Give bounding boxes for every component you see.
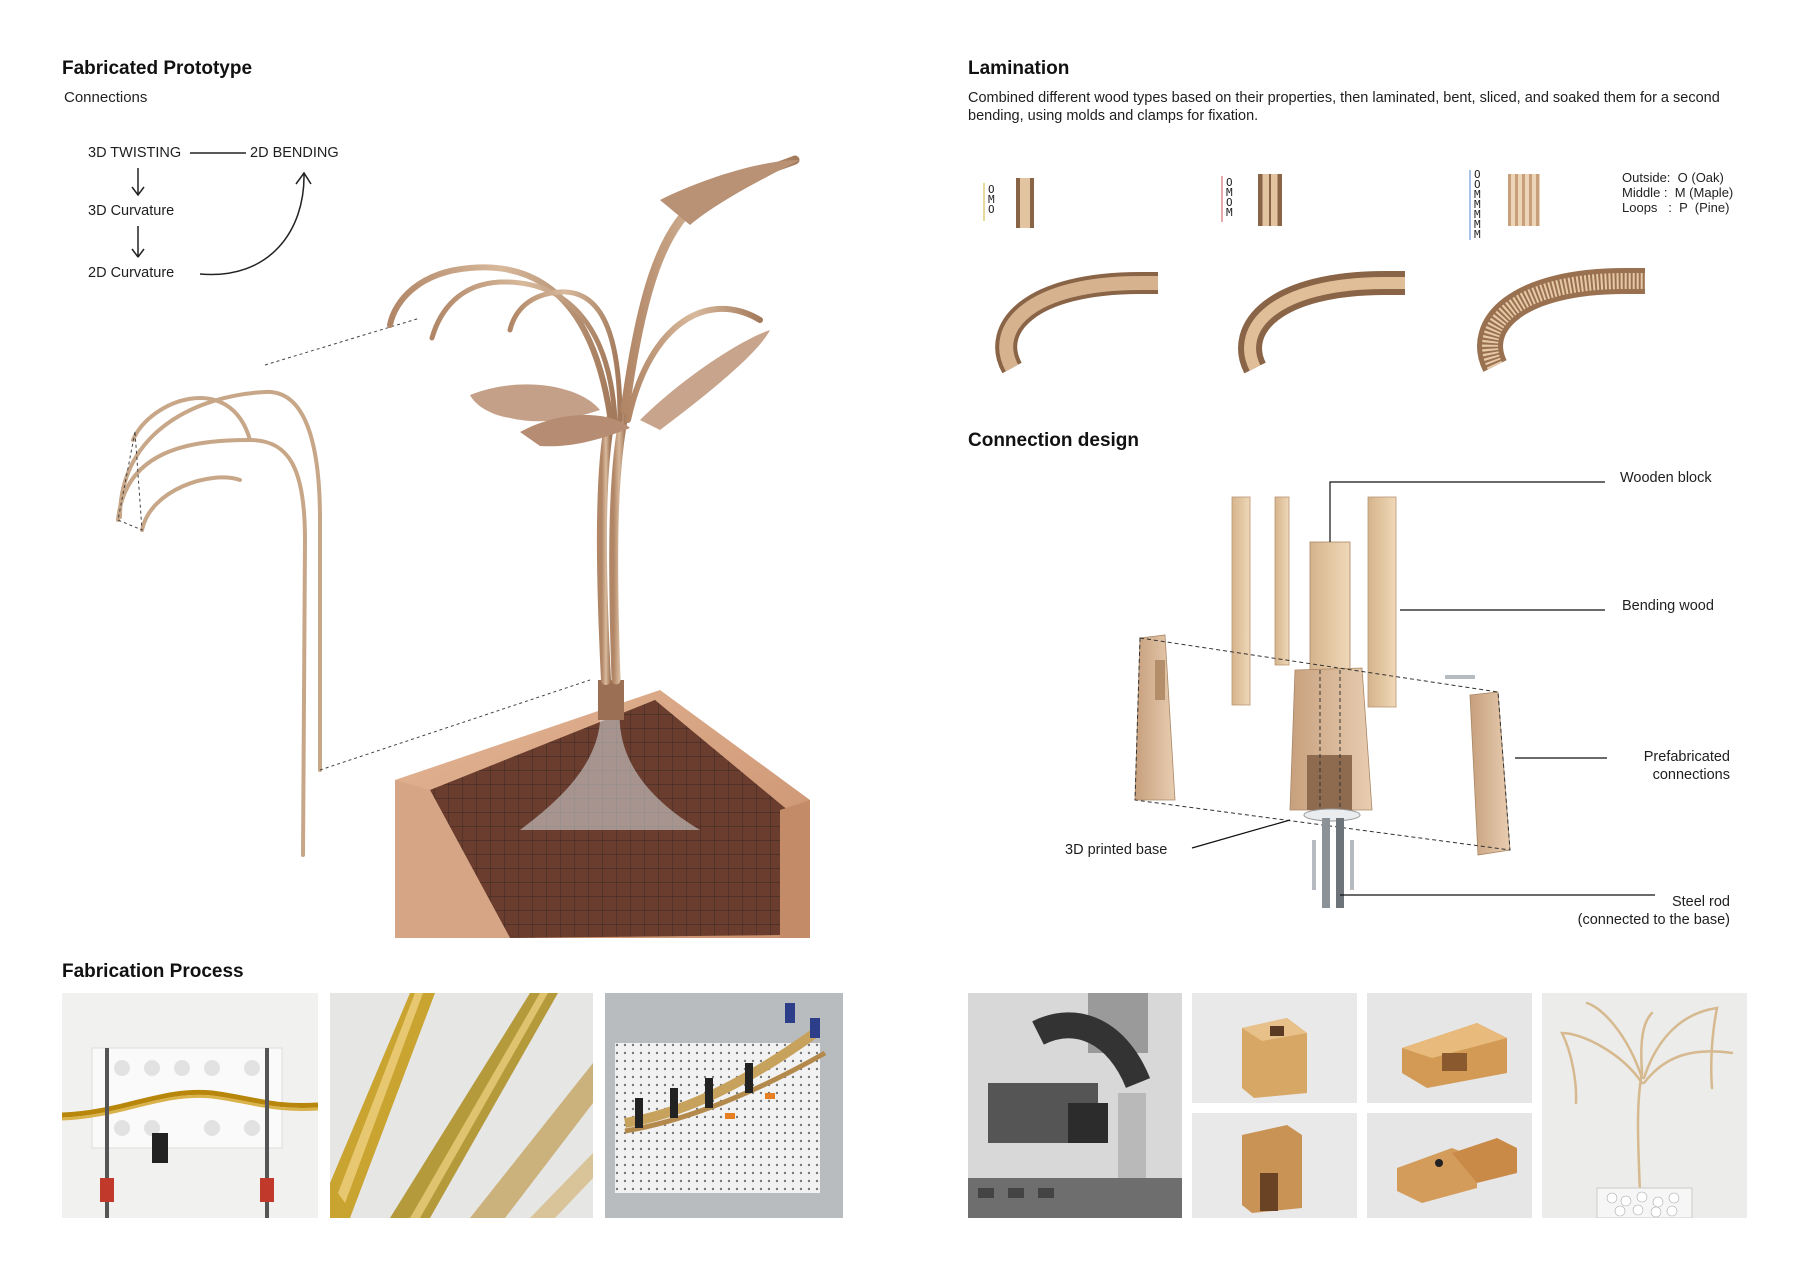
label-wooden-block: Wooden block: [1620, 470, 1712, 486]
stack-2-letters: O M O M: [1226, 176, 1233, 219]
flow-arrows: [132, 153, 311, 274]
stack-2-color-bar: [1221, 176, 1223, 222]
photo-robotic-cutting: [968, 993, 1182, 1218]
stack-1-color-bar: [983, 183, 985, 221]
photo-mold-clamps: [62, 993, 318, 1218]
connection-title: Connection design: [968, 430, 1139, 451]
fabricated-subtitle: Connections: [64, 89, 148, 106]
diagram-2d-bending: 2D BENDING: [250, 145, 339, 161]
lamination-title: Lamination: [968, 58, 1070, 79]
process-title: Fabrication Process: [62, 961, 244, 982]
diagram-3d-curvature: 3D Curvature: [88, 203, 175, 219]
stack-1-letters: O M O: [988, 183, 995, 216]
photo-laminated-strips: [330, 993, 593, 1218]
prototype-illustration: [0, 0, 900, 960]
lamination-description: Combined different wood types based on their properties, then laminated, bent, sliced, and soaked them for a second bending, using molds and clamps for fixation.: [968, 90, 1720, 124]
stack-1-swatch: [1016, 178, 1034, 228]
connection-exploded-diagram: [1100, 470, 1750, 940]
diagram-3d-twisting: 3D TWISTING: [88, 145, 182, 161]
photo-block-side: [1192, 1113, 1357, 1218]
wood-legend: Outside: O (Oak) Middle : M (Maple) Loops : P (Pine): [1622, 170, 1734, 215]
diagram-2d-curvature: 2D Curvature: [88, 265, 175, 281]
photo-pegboard-clamps: [605, 993, 843, 1218]
stack-3-letters: O O M M M M M: [1474, 168, 1481, 241]
fabricated-title: Fabricated Prototype: [62, 58, 253, 79]
photo-block-top: [1192, 993, 1357, 1103]
photo-joint-piece-2: [1367, 1113, 1532, 1218]
stack-3-color-bar: [1469, 170, 1471, 240]
photo-finished-model: [1542, 993, 1747, 1218]
photo-joint-piece-1: [1367, 993, 1532, 1103]
exploded-ribbons: [118, 392, 320, 855]
bent-samples: [990, 268, 1680, 388]
stack-2-swatch: [1258, 174, 1282, 226]
label-prefabricated-connections: Prefabricated connections: [1643, 749, 1730, 783]
label-3d-printed-base: 3D printed base: [1065, 842, 1168, 858]
label-steel-rod: Steel rod (connected to the base): [1577, 894, 1730, 928]
label-bending-wood: Bending wood: [1622, 598, 1714, 614]
stack-3-swatch: [1508, 174, 1540, 226]
trunk-base: [598, 680, 624, 720]
